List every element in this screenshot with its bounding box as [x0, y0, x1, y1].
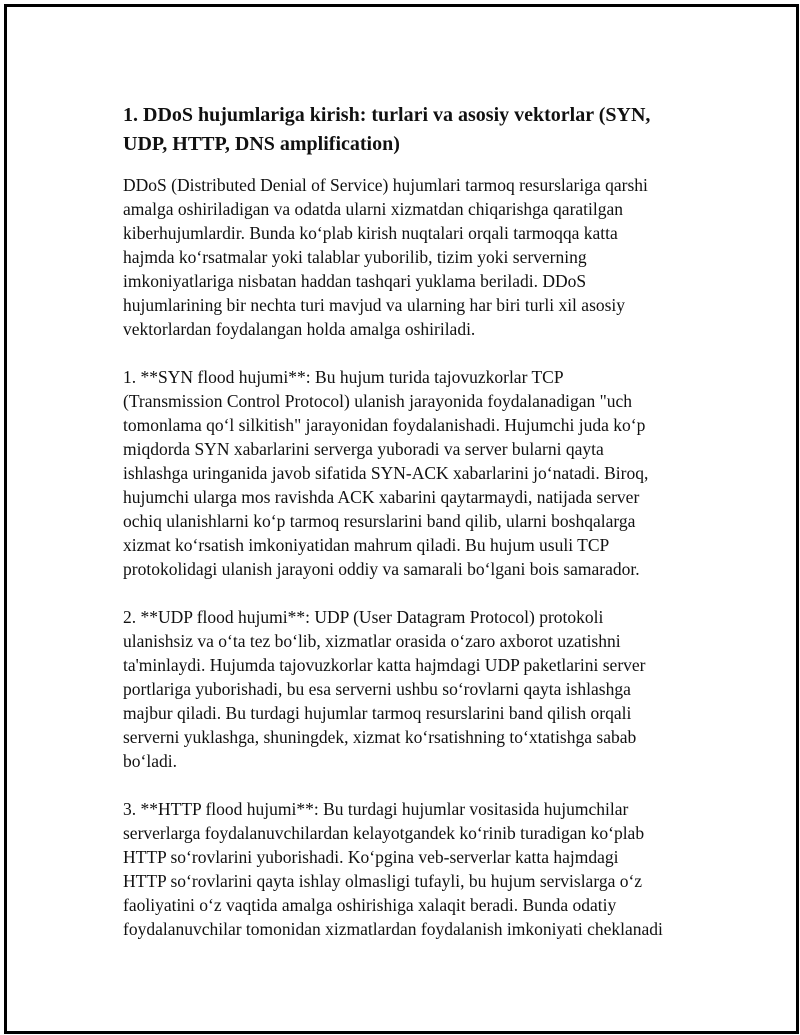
document-body [123, 101, 695, 941]
http-flood-paragraph: 3. **HTTP flood hujumi**: Bu turdagi hujumlar vositasida hujumchilar serverlarga foydalanuvchilardan kelayotgandek koʻrinib turadigan koʻplab HTTP soʻrovlarini yuborishadi. Koʻpgina veb-serverlar katta hajmdagi HTTP soʻrovlarini qayta ishlay olmasligi tufayli, bu hujum servislarga oʻz faoliyatini oʻz vaqtida amalga oshirishiga xalaqit beradi. Bunda odatiy foydalanuvchilar tomonidan xizmatlardan foydalanish imkoniyati cheklanadi [123, 799, 663, 939]
udp-flood-paragraph: 2. **UDP flood hujumi**: UDP (User Datagram Protocol) protokoli ulanishsiz va oʻta tez boʻlib, xizmatlar orasida oʻzaro axborot uzatishni ta'minlaydi. Hujumda tajovuzkorlar katta hajmdagi UDP paketlarini server portlariga yuborishadi, bu esa serverni ushbu soʻrovlarni qayta ishlashga majbur qiladi. Bu turdagi hujumlar tarmoq resurslarini band qilish orqali serverni yuklashga, shuningdek, xizmat koʻrsatishning toʻxtatishga sabab boʻladi. [123, 607, 646, 771]
page-frame [4, 4, 799, 1034]
intro-paragraph: DDoS (Distributed Denial of Service) hujumlari tarmoq resurslariga qarshi amalga oshiriladigan va odatda ularni xizmatdan chiqarishga qaratilgan kiberhujumlardir. Bunda koʻplab kirish nuqtalari orqali tarmoqqa katta hajmda koʻrsatmalar yoki talablar yuborilib, tizim yoki serverning imkoniyatlariga nisbatan haddan tashqari yuklama beriladi. DDoS hujumlarining bir nechta turi mavjud va ularning har biri turli xil asosiy vektorlardan foydalangan holda amalga oshiriladi. [123, 175, 648, 339]
section-heading: 1. DDoS hujumlariga kirish: turlari va asosiy vektorlar (SYN, UDP, HTTP, DNS amplification) [123, 104, 651, 155]
syn-flood-paragraph: 1. **SYN flood hujumi**: Bu hujum turida tajovuzkorlar TCP (Transmission Control Protocol) ulanish jarayonida foydalanadigan "uch tomonlama qoʻl silkitish" jarayonidan foydalanishadi. Hujumchi juda koʻp miqdorda SYN xabarlarini serverga yuboradi va server bularni qayta ishlashga uringanida javob sifatida SYN-ACK xabarlarini joʻnatadi. Biroq, hujumchi ularga mos ravishda ACK xabarini qaytarmaydi, natijada server ochiq ulanishlarni koʻp tarmoq resurslarini band qilib, ularni boshqalarga xizmat koʻrsatish imkoniyatidan mahrum qiladi. Bu hujum usuli TCP protokolidagi ulanish jarayoni oddiy va samarali boʻlgani bois samarador. [123, 367, 649, 579]
